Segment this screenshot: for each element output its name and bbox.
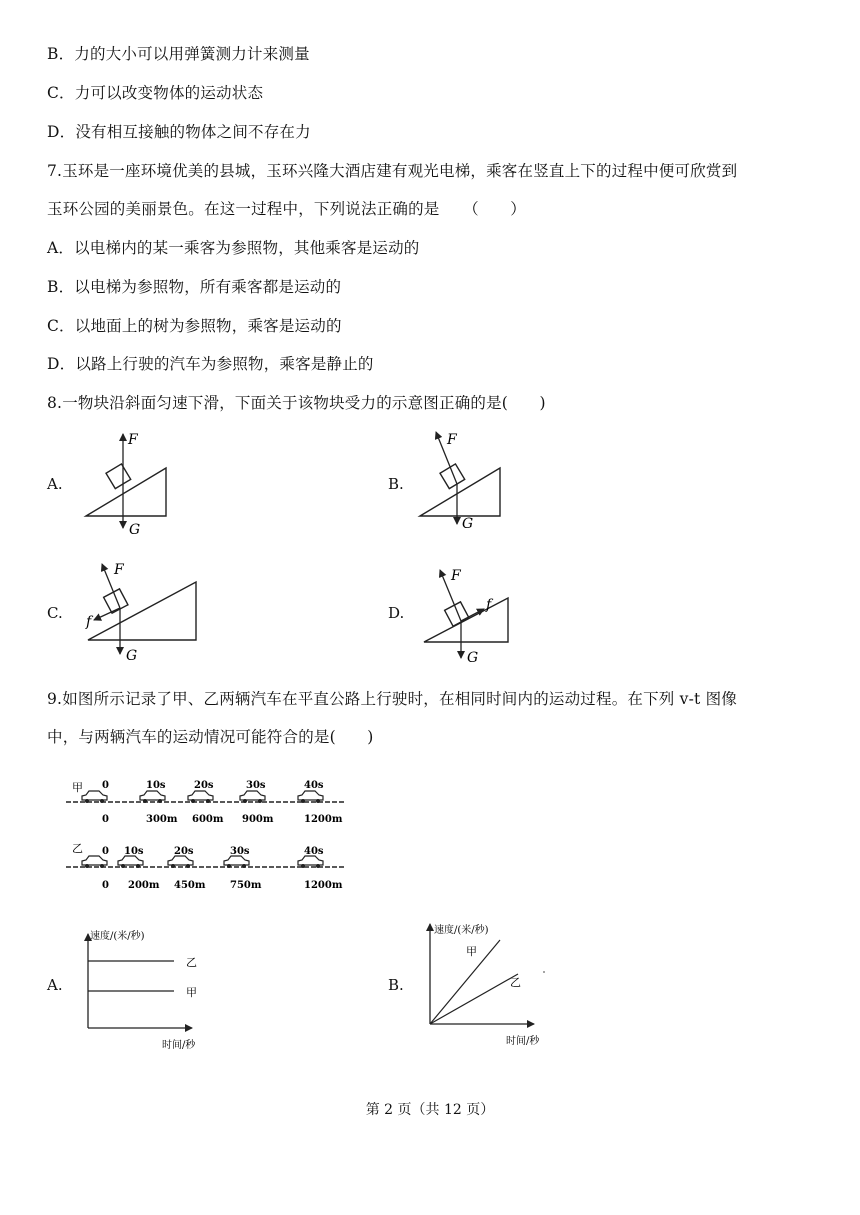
- jia-car-wheel-0-1: [100, 799, 104, 803]
- yi-car-wheel-3-1: [242, 864, 246, 868]
- jia-car-icon-2: [188, 791, 213, 800]
- q6-option-d: D．没有相互接触的物体之间不存在力: [47, 123, 311, 141]
- yi-car-icon-1: [118, 856, 143, 865]
- series-yi-line: [430, 974, 518, 1024]
- yi-car-wheel-4-1: [316, 864, 320, 868]
- q7-option-b: B．以电梯为参照物，所有乘客都是运动的: [47, 278, 342, 296]
- yi-distance-1: 200m: [128, 880, 160, 891]
- y-axis-label: 速度/(米/秒): [434, 925, 489, 936]
- q8-diagram-c: [80, 560, 200, 670]
- yi-car-wheel-2-1: [186, 864, 190, 868]
- yi-car-wheel-0-1: [100, 864, 104, 868]
- yi-car-wheel-2-0: [171, 864, 175, 868]
- jia-car-wheel-4-1: [316, 799, 320, 803]
- jia-car-wheel-2-0: [191, 799, 195, 803]
- yi-distance-3: 750m: [230, 880, 262, 891]
- series-jia-label: 甲: [186, 986, 197, 999]
- series-yi-label: 乙: [510, 976, 521, 989]
- q7-option-c: C．以地面上的树为参照物，乘客是运动的: [47, 317, 342, 335]
- jia-time-2: 20s: [194, 780, 214, 791]
- q8-diagram-a: [80, 428, 190, 540]
- jia-car-wheel-3-0: [243, 799, 247, 803]
- jia-time-3: 30s: [246, 780, 266, 791]
- yi-car-wheel-1-1: [136, 864, 140, 868]
- yi-time-3: 30s: [230, 846, 250, 857]
- q6-option-c: C．力可以改变物体的运动状态: [47, 84, 264, 102]
- x-axis-label: 时间/秒: [162, 1040, 196, 1051]
- block: [440, 464, 465, 489]
- page-footer: 第 2 页（共 12 页）: [365, 1102, 495, 1118]
- q8-label-a: A.: [47, 475, 63, 493]
- yi-car-wheel-3-0: [227, 864, 231, 868]
- yi-car-icon-4: [298, 856, 323, 865]
- jia-car-icon-3: [240, 791, 265, 800]
- incline: [420, 468, 500, 516]
- jia-time-4: 40s: [304, 780, 324, 791]
- yi-car-wheel-1-0: [121, 864, 125, 868]
- yi-distance-0: 0: [102, 880, 109, 891]
- label-f: F: [128, 432, 138, 448]
- series-yi-label: 乙: [186, 956, 197, 969]
- jia-car-wheel-4-0: [301, 799, 305, 803]
- yi-time-4: 40s: [304, 846, 324, 857]
- jia-distance-2: 600m: [192, 814, 224, 825]
- yi-time-1: 10s: [124, 846, 144, 857]
- friction-arrow: [94, 608, 120, 620]
- jia-car-wheel-1-0: [143, 799, 147, 803]
- yi-car-wheel-4-0: [301, 864, 305, 868]
- block: [106, 464, 131, 489]
- yi-time-0: 0: [102, 846, 109, 857]
- q9-road-diagram: [62, 770, 362, 892]
- incline: [86, 468, 166, 516]
- jia-car-icon-1: [140, 791, 165, 800]
- yi-car-icon-2: [168, 856, 193, 865]
- jia-time-1: 10s: [146, 780, 166, 791]
- jia-car-wheel-2-1: [206, 799, 210, 803]
- yi-car-icon-0: [82, 856, 107, 865]
- jia-distance-4: 1200m: [304, 814, 343, 825]
- label-g: G: [129, 522, 141, 538]
- q8-label-d: D.: [388, 604, 405, 622]
- q7-stem-line2: 玉环公园的美丽景色。在这一过程中，下列说法正确的是 （ ）: [47, 200, 526, 218]
- q8-stem: 8.一物块沿斜面匀速下滑，下面关于该物块受力的示意图正确的是( ): [47, 394, 546, 412]
- label-friction: f: [86, 614, 92, 630]
- car-jia-label: 甲: [72, 781, 83, 794]
- jia-time-0: 0: [102, 780, 109, 791]
- jia-car-icon-4: [298, 791, 323, 800]
- block: [445, 602, 469, 626]
- q8-label-b: B.: [388, 475, 404, 493]
- series-jia-label: 甲: [466, 945, 477, 958]
- incline: [88, 582, 196, 640]
- q9-graph-a: [82, 920, 232, 1058]
- q8-diagram-d: [420, 560, 540, 670]
- label-f: F: [451, 568, 461, 584]
- label-g: G: [126, 648, 138, 664]
- yi-distance-4: 1200m: [304, 880, 343, 891]
- q9-label-a: A.: [47, 976, 63, 994]
- jia-car-wheel-3-1: [258, 799, 262, 803]
- car-yi-label: 乙: [72, 842, 83, 855]
- label-f: F: [447, 432, 457, 448]
- jia-distance-3: 900m: [242, 814, 274, 825]
- series-jia-line: [430, 940, 500, 1024]
- q9-label-b: B.: [388, 976, 404, 994]
- yi-car-icon-3: [224, 856, 249, 865]
- jia-distance-1: 300m: [146, 814, 178, 825]
- label-friction: f: [486, 597, 492, 613]
- q8-diagram-b: [416, 428, 526, 540]
- label-g: G: [467, 650, 479, 666]
- label-g: G: [462, 516, 474, 532]
- x-axis-label: 时间/秒: [506, 1036, 540, 1047]
- q8-label-c: C.: [47, 604, 63, 622]
- jia-car-wheel-1-1: [158, 799, 162, 803]
- q7-option-d: D．以路上行驶的汽车为参照物，乘客是静止的: [47, 355, 374, 373]
- q9-graph-b: [424, 916, 574, 1054]
- jia-car-icon-0: [82, 791, 107, 800]
- y-axis-label: 速度/(米/秒): [90, 931, 145, 942]
- q7-stem-line1: 7.玉环是一座环境优美的县城，玉环兴隆大酒店建有观光电梯，乘客在竖直上下的过程中便可欣赏到: [47, 162, 738, 180]
- yi-distance-2: 450m: [174, 880, 206, 891]
- yi-car-wheel-0-0: [85, 864, 89, 868]
- q6-option-b: B．力的大小可以用弹簧测力计来测量: [47, 45, 310, 63]
- jia-car-wheel-0-0: [85, 799, 89, 803]
- q9-stem-line1: 9.如图所示记录了甲、乙两辆汽车在平直公路上行驶时，在相同时间内的运动过程。在下列 v-t 图像: [47, 690, 737, 708]
- q7-option-a: A．以电梯内的某一乘客为参照物，其他乘客是运动的: [47, 239, 420, 257]
- yi-time-2: 20s: [174, 846, 194, 857]
- jia-distance-0: 0: [102, 814, 109, 825]
- label-f: F: [114, 562, 124, 578]
- q9-stem-line2: 中，与两辆汽车的运动情况可能符合的是( ): [47, 728, 374, 746]
